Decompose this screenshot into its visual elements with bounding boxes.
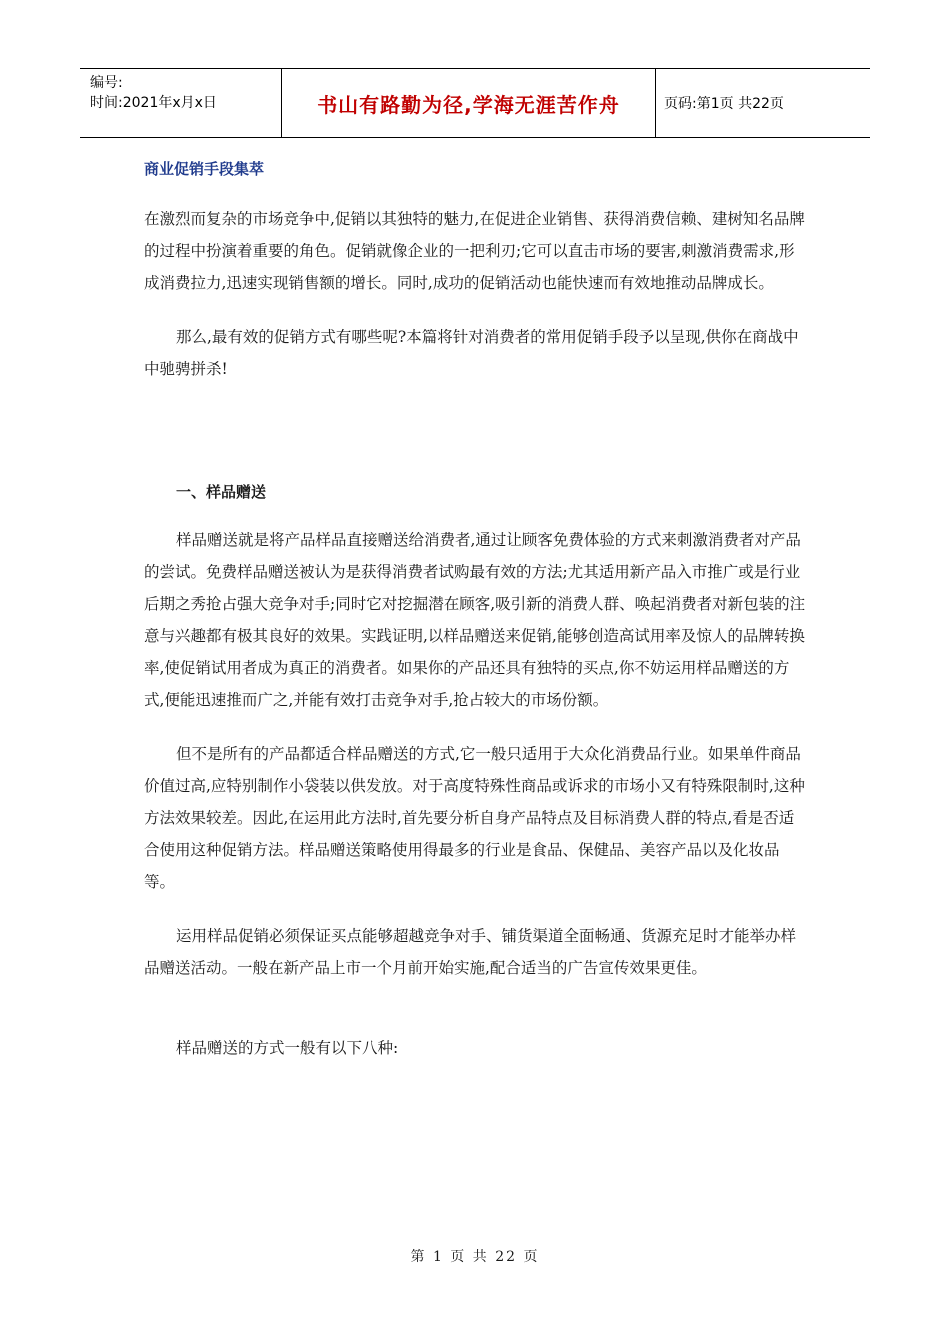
- section-paragraph-3: 运用样品促销必须保证买点能够超越竞争对手、铺货渠道全面畅通、货源充足时才能举办样品赠送活动。一般在新产品上市一个月前开始实施,配合适当的广告宣传效果更佳。: [144, 927, 797, 977]
- number-label: 编号:: [90, 75, 123, 91]
- header-page-info: 页码:第1页 共22页: [664, 96, 784, 112]
- document-body: [144, 158, 809, 1086]
- document-title: 商业促销手段集萃: [144, 160, 265, 178]
- intro-paragraph-1: 在激烈而复杂的市场竞争中,促销以其独特的魅力,在促进企业销售、获得消费信赖、建树知名品牌的过程中扮演着重要的角色。促销就像企业的一把利刃;它可以直击市场的要害,刺激消费需求,形成消费拉力,迅速实现销售额的增长。同时,成功的促销活动也能快速而有效地推动品牌成长。: [144, 210, 805, 292]
- spacer: [144, 407, 809, 481]
- section-paragraph-4: 样品赠送的方式一般有以下八种:: [176, 1039, 399, 1057]
- header-motto: 书山有路勤为径,学海无涯苦作舟: [282, 69, 656, 137]
- page-footer: 第 1 页 共 22 页: [410, 1249, 540, 1265]
- intro-paragraph-2: 那么,最有效的促销方式有哪些呢?本篇将针对消费者的常用促销手段予以呈现,供你在商战中 中驰骋拼杀!: [144, 328, 799, 378]
- section-paragraph-1: 样品赠送就是将产品样品直接赠送给消费者,通过让顾客免费体验的方式来刺激消费者对产品的尝试。免费样品赠送被认为是获得消费者试购最有效的方法;尤其适用新产品入市推广或是行业后期之秀抢占强大竞争对手;同时它对挖掘潜在顾客,吸引新的消费人群、唤起消费者对新包装的注意与兴趣都有极其良好的效果。实践证明,以样品赠送来促销,能够创造高试用率及惊人的品牌转换率,使促销试用者成为真正的消费者。如果你的产品还具有独特的买点,你不妨运用样品赠送的方式,便能迅速推而广之,并能有效打击竞争对手,抢占较大的市场份额。: [144, 531, 806, 709]
- section-heading: 一、样品赠送: [176, 483, 267, 501]
- header-meta: [80, 69, 282, 137]
- time-label: 时间:2021年x月x日: [90, 95, 217, 111]
- document-header: [80, 68, 870, 138]
- section-paragraph-2: 但不是所有的产品都适合样品赠送的方式,它一般只适用于大众化消费品行业。如果单件商品价值过高,应特别制作小袋装以供发放。对于高度特殊性商品或诉求的市场小又有特殊限制时,这种方法效果较差。因此,在运用此方法时,首先要分析自身产品特点及目标消费人群的特点,看是否适合使用这种促销方法。样品赠送策略使用得最多的行业是食品、保健品、美容产品以及化妆品等。: [144, 745, 805, 891]
- spacer: [144, 1006, 809, 1032]
